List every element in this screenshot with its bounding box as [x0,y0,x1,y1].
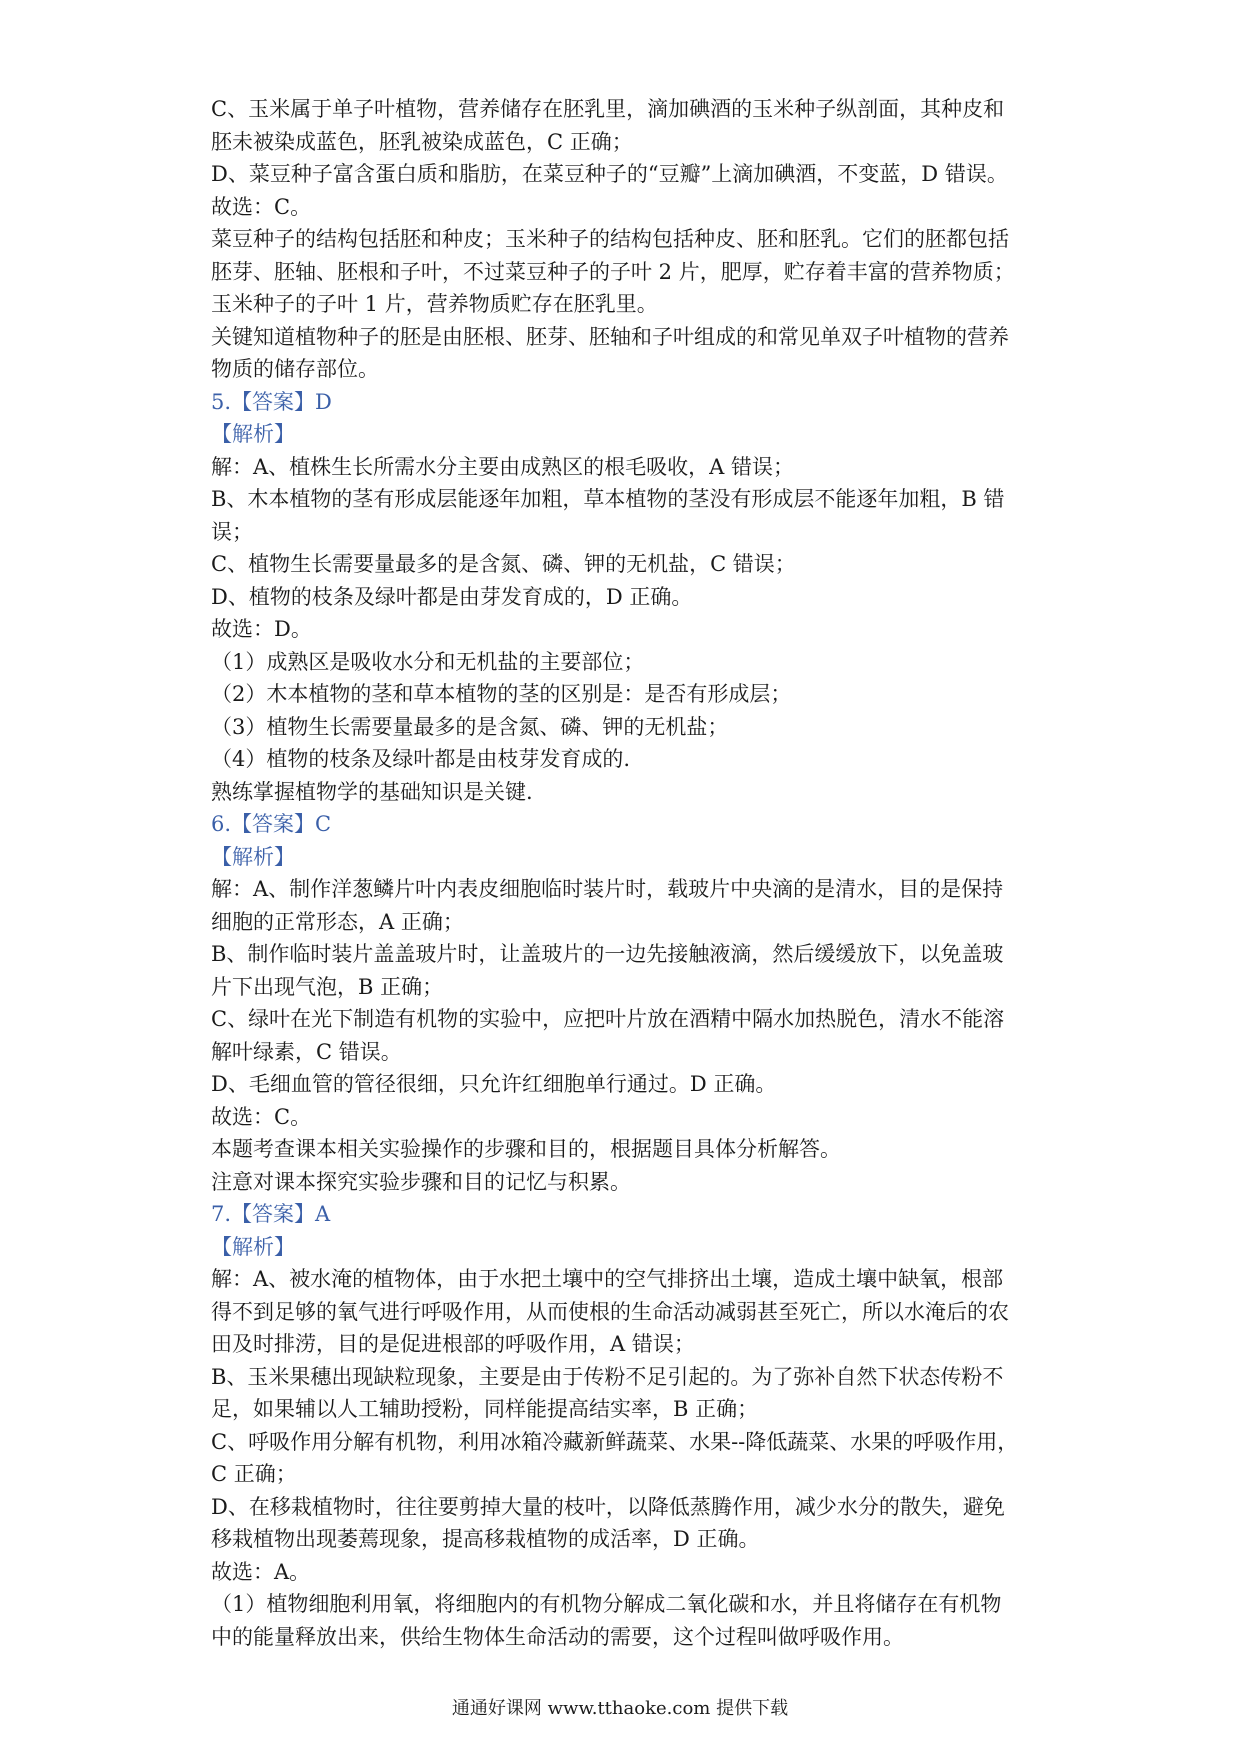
text-line: 故选：C。 [211,194,312,219]
text-line: 注意对课本探究实验步骤和目的记忆与积累。 [211,1169,631,1194]
answer-heading: 5.【答案】D [211,389,332,414]
text-line: 解叶绿素，C 错误。 [211,1039,402,1064]
text-line: 片下出现气泡，B 正确； [211,974,444,999]
text-line: 细胞的正常形态，A 正确； [211,909,464,934]
text-line: 熟练掌握植物学的基础知识是关键. [211,779,533,804]
text-line: 解：A、植株生长所需水分主要由成熟区的根毛吸收，A 错误； [211,454,795,479]
text-line: 得不到足够的氧气进行呼吸作用，从而使根的生命活动减弱甚至死亡，所以水淹后的农 [211,1299,1009,1324]
text-line: 解：A、制作洋葱鳞片叶内表皮细胞临时装片时，载玻片中央滴的是清水，目的是保持 [211,877,1004,901]
text-line: C、呼吸作用分解有机物，利用冰箱冷藏新鲜蔬菜、水果--降低蔬菜、水果的呼吸作用， [211,1429,1019,1454]
text-line: 误； [211,519,253,544]
text-line: B、制作临时装片盖盖玻片时，让盖玻片的一边先接触液滴，然后缓缓放下，以免盖玻 [211,942,1004,966]
text-line: C、植物生长需要量最多的是含氮、磷、钾的无机盐，C 错误； [211,552,796,576]
text-line: （1）成熟区是吸收水分和无机盐的主要部位； [211,649,645,674]
answer-heading: 【解析】 [211,844,295,869]
answer-heading: 【解析】 [211,1234,295,1259]
text-line: （2）木本植物的茎和草本植物的茎的区别是：是否有形成层； [211,682,792,706]
text-line: 胚未被染成蓝色，胚乳被染成蓝色，C 正确； [211,129,633,154]
text-line: D、在移栽植物时，往往要剪掉大量的枝叶，以降低蒸腾作用，减少水分的散失，避免 [211,1494,1005,1519]
text-line: C、玉米属于单子叶植物，营养储存在胚乳里，滴加碘酒的玉米种子纵剖面，其种皮和 [211,97,1005,121]
answer-heading: 【解析】 [211,422,295,446]
text-line: 故选：A。 [211,1559,311,1584]
text-line: 移栽植物出现萎蔫现象，提高移栽植物的成活率，D 正确。 [211,1527,760,1551]
document-body [211,93,1041,1653]
text-line: 故选：C。 [211,1104,312,1129]
text-line: D、植物的枝条及绿叶都是由芽发育成的，D 正确。 [211,584,693,609]
text-line: D、毛细血管的管径很细，只允许红细胞单行通过。D 正确。 [211,1072,777,1096]
text-line: D、菜豆种子富含蛋白质和脂肪，在菜豆种子的“豆瓣”上滴加碘酒，不变蓝，D 错误。 [211,162,1008,186]
text-line: 物质的储存部位。 [211,357,379,381]
text-line: 胚芽、胚轴、胚根和子叶，不过菜豆种子的子叶 2 片，肥厚，贮存着丰富的营养物质； [211,259,1015,284]
text-line: 关键知道植物种子的胚是由胚根、胚芽、胚轴和子叶组成的和常见单双子叶植物的营养 [211,324,1009,349]
text-line: 玉米种子的子叶 1 片，营养物质贮存在胚乳里。 [211,292,658,316]
text-line: 菜豆种子的结构包括胚和种皮；玉米种子的结构包括种皮、胚和胚乳。它们的胚都包括 [211,227,1009,251]
text-line: C、绿叶在光下制造有机物的实验中，应把叶片放在酒精中隔水加热脱色，清水不能溶 [211,1007,1005,1031]
answer-heading: 7.【答案】A [211,1202,331,1226]
text-line: 本题考查课本相关实验操作的步骤和目的，根据题目具体分析解答。 [211,1137,841,1161]
text-line: 解：A、被水淹的植物体，由于水把土壤中的空气排挤出土壤，造成土壤中缺氧，根部 [211,1267,1004,1291]
text-line: 中的能量释放出来，供给生物体生命活动的需要，这个过程叫做呼吸作用。 [211,1624,904,1649]
text-line: 故选：D。 [211,617,312,641]
text-line: B、玉米果穗出现缺粒现象，主要是由于传粉不足引起的。为了弥补自然下状态传粉不 [211,1364,1004,1389]
text-line: （4）植物的枝条及绿叶都是由枝芽发育成的. [211,747,631,771]
answer-heading: 6.【答案】C [211,812,332,836]
text-line: 田及时排涝，目的是促进根部的呼吸作用，A 错误； [211,1332,695,1356]
text-line: （1）植物细胞利用氧，将细胞内的有机物分解成二氧化碳和水，并且将储存在有机物 [211,1592,1002,1616]
page-footer: 通通好课网 www.tthaoke.com 提供下载 [451,1698,789,1719]
text-line: C 正确； [211,1462,297,1486]
text-line: （3）植物生长需要量最多的是含氮、磷、钾的无机盐； [211,714,729,739]
text-line: B、木本植物的茎有形成层能逐年加粗，草本植物的茎没有形成层不能逐年加粗，B 错 [211,487,1005,511]
text-line: 足，如果辅以人工辅助授粉，同样能提高结实率，B 正确； [211,1397,759,1421]
